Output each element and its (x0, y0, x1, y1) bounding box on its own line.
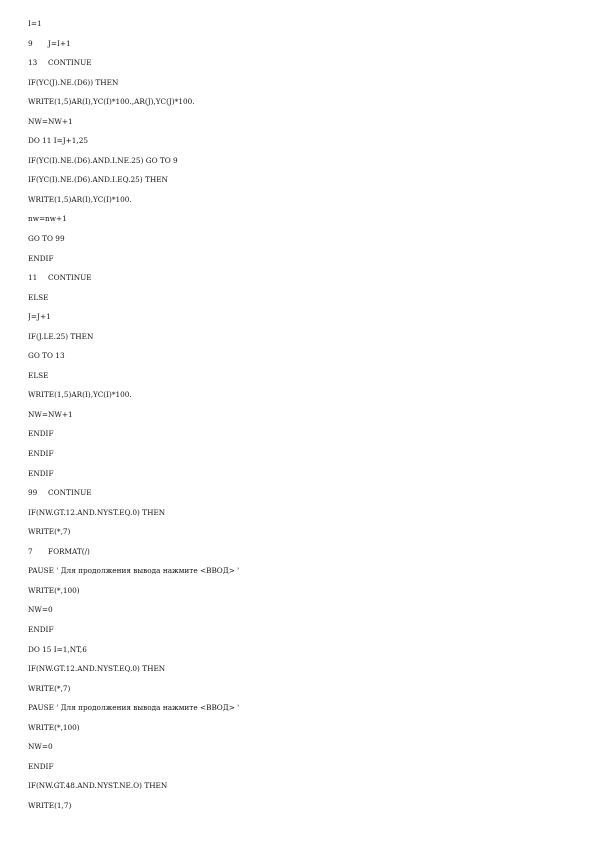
code-line (28, 584, 568, 604)
statement-text: PAUSE ' Для продолжения вывода нажмите <ВВОД> ' (28, 566, 240, 576)
statement-text: FORMAT(/) (48, 546, 90, 556)
statement-text: IF(YC(I).NE.(D6).AND.I.EQ.25) THEN (28, 175, 168, 185)
code-line (28, 486, 568, 506)
code-line (28, 799, 568, 819)
statement-label: 99 (28, 488, 38, 498)
code-line (28, 740, 568, 760)
code-line (28, 545, 568, 565)
statement-text: ELSE (28, 370, 49, 380)
code-line (28, 564, 568, 584)
code-line (28, 330, 568, 350)
code-line (28, 369, 568, 389)
code-line (28, 37, 568, 57)
statement-text: WRITE(1,5)AR(I),YC(I)*100.,AR(J),YC(J)*100. (28, 97, 195, 107)
code-line (28, 623, 568, 643)
code-line (28, 643, 568, 663)
code-line (28, 271, 568, 291)
statement-text: GO TO 13 (28, 351, 65, 361)
statement-text: GO TO 99 (28, 234, 65, 244)
statement-text: ENDIF (28, 624, 54, 634)
code-line (28, 17, 568, 37)
statement-text: WRITE(*,100) (28, 722, 80, 732)
statement-text: WRITE(1,7) (28, 800, 72, 810)
statement-text: WRITE(*,100) (28, 585, 80, 595)
statement-text: WRITE(*,7) (28, 683, 71, 693)
statement-text: IF(NW.GT.12.AND.NYST.EQ.0) THEN (28, 664, 166, 674)
code-line (28, 447, 568, 467)
code-listing (28, 17, 568, 818)
statement-text: IF(J.LE.25) THEN (28, 331, 94, 341)
code-line (28, 212, 568, 232)
statement-text: ENDIF (28, 468, 54, 478)
code-line (28, 467, 568, 487)
statement-label: 9 (28, 38, 33, 48)
statement-label: 11 (28, 273, 38, 283)
statement-label: 7 (28, 546, 33, 556)
statement-text: DO 15 I=1,NT,6 (28, 644, 87, 654)
code-line (28, 173, 568, 193)
statement-text: ENDIF (28, 761, 54, 771)
code-line (28, 291, 568, 311)
code-line (28, 662, 568, 682)
code-line (28, 525, 568, 545)
statement-text: ENDIF (28, 429, 54, 439)
statement-text: WRITE(*,7) (28, 527, 71, 537)
statement-text: J=I+1 (48, 38, 71, 48)
code-line (28, 232, 568, 252)
code-line (28, 427, 568, 447)
statement-text: NW=0 (28, 605, 53, 615)
code-line (28, 95, 568, 115)
code-line (28, 779, 568, 799)
statement-text: WRITE(1,5)AR(I),YC(I)*100. (28, 194, 132, 204)
statement-text: NW=NW+1 (28, 116, 73, 126)
statement-text: DO 11 I=J+1,25 (28, 136, 89, 146)
code-line (28, 134, 568, 154)
code-line (28, 154, 568, 174)
statement-text: nw=nw+1 (28, 214, 67, 224)
code-line (28, 56, 568, 76)
statement-text: PAUSE ' Для продолжения вывода нажмите <ВВОД> ' (28, 703, 240, 713)
statement-text: IF(YC(I).NE.(D6).AND.I.NE.25) GO TO 9 (28, 155, 178, 165)
code-line (28, 310, 568, 330)
code-line (28, 506, 568, 526)
statement-label: 13 (28, 58, 38, 68)
statement-text: IF(NW.GT.48.AND.NYST.NE.O) THEN (28, 781, 168, 791)
statement-text: IF(NW.GT.12.AND.NYST.EQ.0) THEN (28, 507, 166, 517)
code-line (28, 349, 568, 369)
statement-text: NW=0 (28, 742, 53, 752)
code-line (28, 760, 568, 780)
statement-text: CONTINUE (48, 488, 92, 498)
code-line (28, 115, 568, 135)
statement-text: I=1 (28, 19, 42, 28)
statement-text: ELSE (28, 292, 49, 302)
code-line (28, 76, 568, 96)
code-line (28, 603, 568, 623)
statement-text: WRITE(1,5)AR(I),YC(I)*100. (28, 390, 132, 400)
statement-text: ENDIF (28, 253, 54, 263)
statement-text: CONTINUE (48, 58, 92, 68)
statement-text: CONTINUE (48, 273, 92, 283)
statement-text: NW=NW+1 (28, 409, 73, 419)
statement-text: IF(YC(J).NE.(D6)) THEN (28, 77, 119, 87)
code-line (28, 193, 568, 213)
code-line (28, 682, 568, 702)
code-line (28, 408, 568, 428)
statement-text: ENDIF (28, 449, 54, 459)
code-line (28, 252, 568, 272)
code-line (28, 388, 568, 408)
code-line (28, 721, 568, 741)
code-line (28, 701, 568, 721)
statement-text: J=J+1 (28, 312, 51, 322)
